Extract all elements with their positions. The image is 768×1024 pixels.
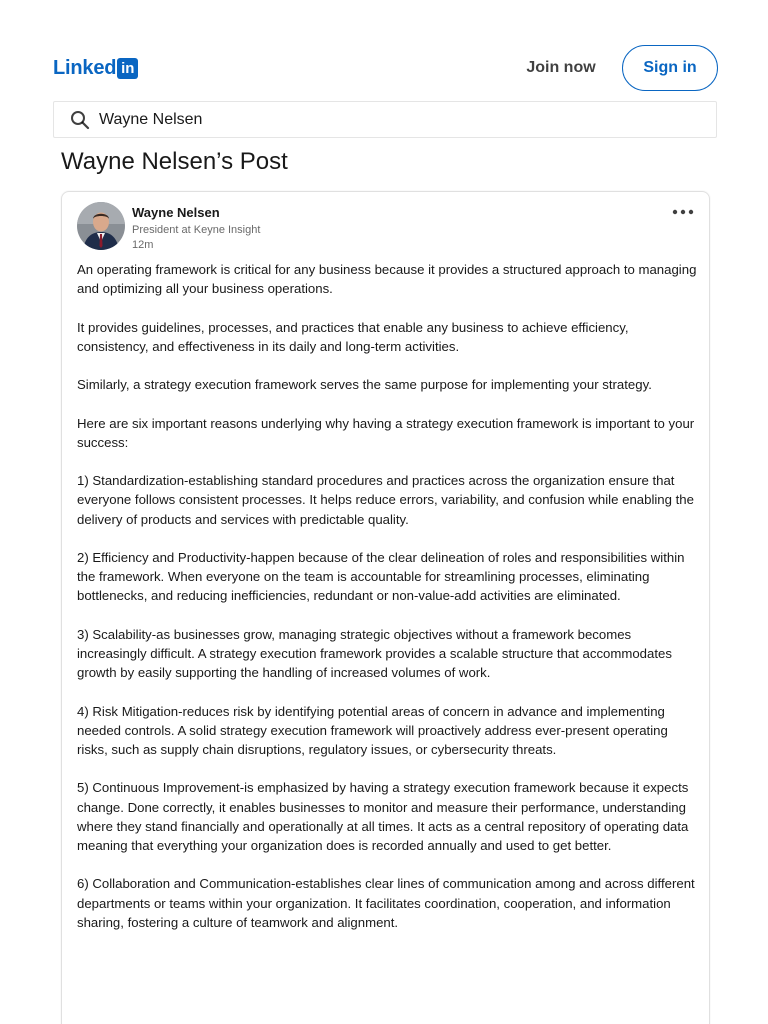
author-headline: President at Keyne Insight	[132, 224, 261, 236]
search-input[interactable]	[99, 105, 659, 135]
post-paragraph: An operating framework is critical for any business because it provides a structured approach to managing and optimizing all your business operations.	[77, 262, 697, 297]
post-paragraph: 4) Risk Mitigation-reduces risk by identifying potential areas of concern in advance and implementing needed controls. A solid strategy execution framework will proactively address ever-present operating risks, such as supply chain disruptions, regulatory issues, or cybersecurity threats.	[77, 703, 668, 757]
top-nav	[0, 0, 768, 100]
logo-wordmark: Linked	[53, 57, 117, 79]
join-now-button[interactable]: Join now	[516, 46, 606, 90]
author-name[interactable]: Wayne Nelsen	[132, 205, 220, 220]
post-paragraph: Similarly, a strategy execution framework serves the same purpose for implementing your strategy.	[77, 377, 652, 393]
post-timestamp: 12m	[132, 239, 154, 251]
search-bar[interactable]	[53, 101, 717, 138]
post-paragraph: It provides guidelines, processes, and practices that enable any business to achieve efficiency, consistency, and effectiveness in its daily and long-term activities.	[77, 319, 629, 354]
page-title: Wayne Nelsen’s Post	[61, 148, 288, 175]
logo-in-box: in	[117, 58, 138, 79]
post-card	[61, 191, 710, 1024]
post-paragraph: 6) Collaboration and Communication-establishes clear lines of communication among and across different departments or teams within your organization. It facilitates coordination, cooperation, and information sharing, fostering a culture of teamwork and alignment.	[77, 876, 695, 930]
post-body	[77, 260, 699, 951]
search-icon	[69, 109, 91, 131]
sign-in-button[interactable]: Sign in	[622, 45, 718, 91]
post-author	[132, 204, 260, 252]
linkedin-logo[interactable]	[53, 58, 138, 79]
post-paragraph: 3) Scalability-as businesses grow, managing strategic objectives without a framework becomes increasingly difficult. A strategy execution framework provides a scalable structure that accommodates growth by easily supporting the handling of increased volumes of work.	[77, 626, 672, 681]
more-horizontal-icon	[672, 202, 694, 220]
post-paragraph: 1) Standardization-establishing standard procedures and practices across the organization ensure that everyone follows consistent processes. It helps reduce errors, variability, and confusion while enabling the delivery of products and services with predictable quality.	[77, 473, 694, 527]
post-paragraph: 5) Continuous Improvement-is emphasized by having a strategy execution framework because it expects change. Done correctly, it enables businesses to monitor and measure their performance, understanding where they stand financially and operationally at all times. It acts as a central repository of operating data meaning that everything your organization does is recorded annually and used to get better.	[77, 780, 689, 853]
post-paragraph: Here are six important reasons underlying why having a strategy execution framework is important to your success:	[77, 415, 695, 450]
post-paragraph: 2) Efficiency and Productivity-happen because of the clear delineation of roles and responsibilities within the framework. When everyone on the team is accountable for streamlining processes, eliminating bottlenecks, and reducing inefficiencies, redundant or non-value-add activities are eliminated.	[77, 549, 685, 604]
avatar[interactable]	[77, 202, 125, 250]
more-options-button[interactable]	[671, 202, 695, 220]
